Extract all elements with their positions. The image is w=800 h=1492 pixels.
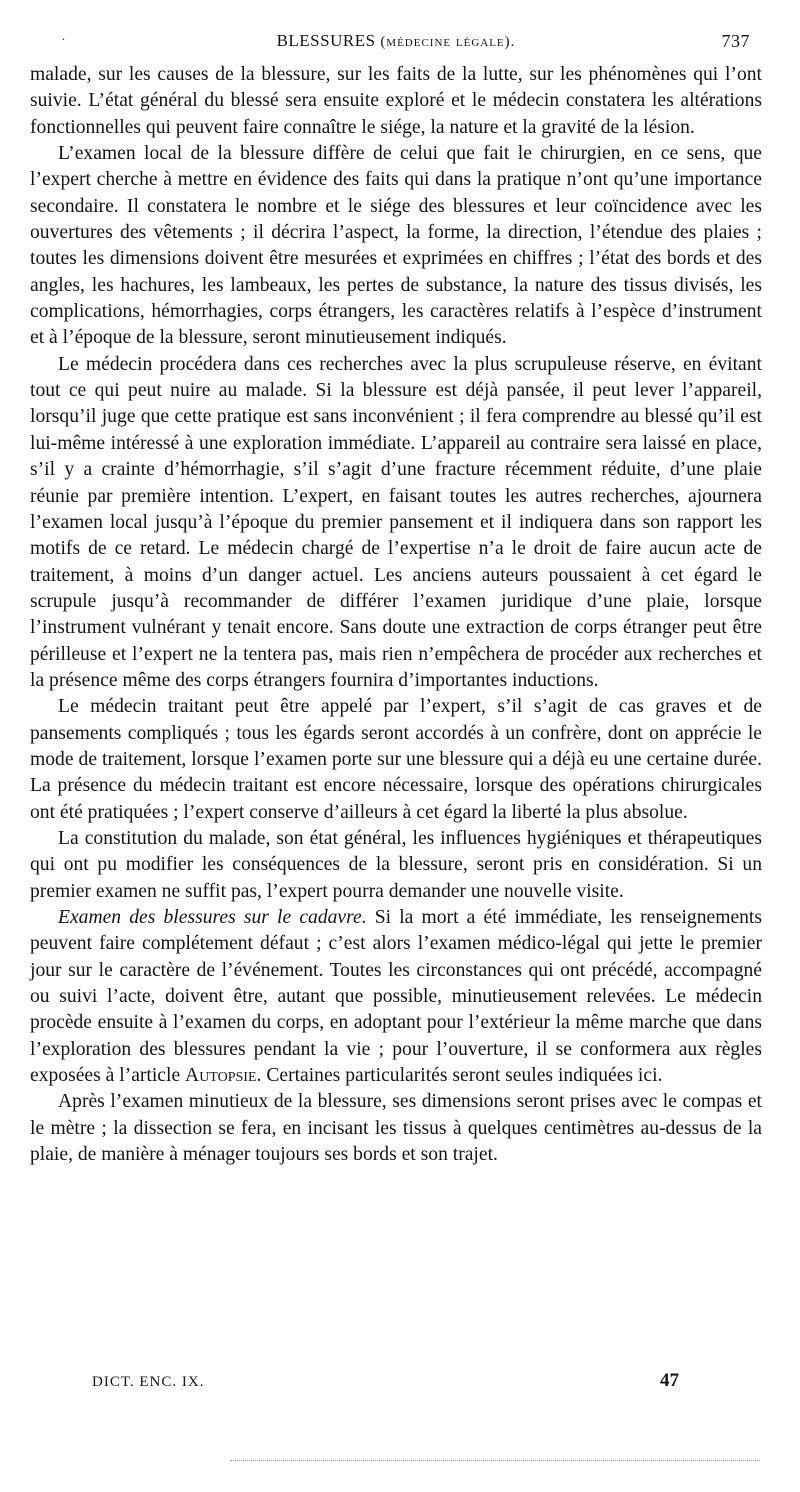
page-number: 737 [721, 31, 750, 51]
scan-edge-artifact [230, 1460, 760, 1463]
paragraph-reserve: Le médecin procédera dans ces recherches avec la plus scrupuleuse réserve, en évitant tout ce qui peut nuire au malade. Si la blessure est déjà pansée, il peut lever l’appareil, lorsqu’il juge que cette pratique est sans inconvénient ; il fera comprendre au blessé qu’il est lui-même intéressé à une exploration immédiate. L’appareil au contraire sera laissé en place, s’il y a crainte d’hémorrhagie, s’il s’agit d’une fracture récemment réduite, d’une plaie réunie par première intention. L’expert, en faisant toutes les autres recherches, ajournera l’examen local jusqu’à l’époque du premier pansement et il indiquera dans son rapport les motifs de ce retard. Le médecin chargé de l’expertise n’a le droit de faire aucun acte de traitement, à moins d’un danger actuel. Les anciens auteurs poussaient à cet égard le scrupule jusqu’à recommander de différer l’examen juridique d’une plaie, lorsque l’instrument vulnérant y tenait encore. Sans doute une extraction de corps étranger peut être périlleuse et l’expert ne la tentera pas, mais rien n’empêchera de procéder aux recherches et la présence même des corps étrangers fournira d’importantes inductions. [30, 353, 762, 691]
page-footer [92, 1370, 692, 1398]
cadavre-text: Si la mort a été immédiate, les renseignements peuvent faire complétement défaut ; c’est alors l’examen médico-légal qui jette le premier jour sur le caractère de l’événement. Toutes les circonstances qui ont précédé, accompagné ou suivi l’acte, doivent être, autant que possible, minutieusement relevées. Le médecin procède ensuite à l’examen du corps, en adoptant pour l’extérieur la même marche que dans l’exploration des blessures pendant la vie ; pour l’ouverture, il se conformera aux règles exposées à l’article [30, 907, 763, 1087]
running-head [30, 31, 762, 57]
running-title [30, 31, 762, 51]
main-text [30, 62, 762, 1168]
paragraph-continued: malade, sur les causes de la blessure, sur les faits de la lutte, sur les phénomènes qui l’ont suivie. L’état général du blessé sera ensuite exploré et le médecin constatera les altérations fonctionnelles qui peuvent faire connaître le siége, la nature et la gravité de la lésion. [30, 64, 762, 138]
cross-reference-autopsie: Autopsie [185, 1065, 257, 1087]
paragraph-medecin-traitant: Le médecin traitant peut être appelé par l’expert, s’il s’agit de cas graves et de pansements compliqués ; tous les égards seront accordés à un confrère, dont on apprécie le mode de traitement, lorsque l’examen porte sur une blessure qui a déjà eu une certaine durée. La présence du médecin traitant est encore nécessaire, lorsque des opérations chirurgicales ont été pratiquées ; l’expert conserve d’ailleurs à cet égard la liberté la plus absolue. [30, 696, 762, 823]
running-title-main: BLESSURES [276, 31, 376, 50]
cadavre-text-end: . Certaines particularités seront seules indiquées ici. [256, 1065, 663, 1087]
header-mark: . [62, 29, 66, 43]
signature-mark: DICT. ENC. IX. [92, 1374, 205, 1390]
sheet-number: 47 [660, 1370, 679, 1391]
paragraph-constitution: La constitution du malade, son état général, les influences hygiéniques et thérapeutiques qui ont pu modifier les conséquences de la blessure, seront pris en considération. Si un premier examen ne suffit pas, l’expert pourra demander une nouvelle visite. [30, 827, 762, 902]
paragraph-cadavre [30, 905, 762, 1089]
paragraph-examen-local: L’examen local de la blessure diffère de celui que fait le chirurgien, en ce sens, que l’expert cherche à mettre en évidence des faits qui dans la pratique n’ont qu’une importance secondaire. Il constatera le nombre et le siége des blessures et leur coïncidence avec les ouvertures des vêtements ; il décrira l’aspect, la forme, la direction, l’étendue des plaies ; toutes les dimensions doivent être mesurées et exprimées en chiffres ; l’état des bords et des angles, les hachures, les lambeaux, les pertes de substance, la nature des tissus divisés, les complications, hémorrhagies, corps étrangers, les caractères relatifs à l’espèce d’instrument et à l’époque de la blessure, seront minutieusement indiqués. [30, 143, 762, 349]
running-title-sub: (médecine légale). [380, 34, 516, 50]
section-heading-cadavre: Examen des blessures sur le cadavre. [58, 907, 367, 928]
paragraph-dissection: Après l’examen minutieux de la blessure, ses dimensions seront prises avec le compas et le mètre ; la dissection se fera, en incisant les tissus à quelques centimètres au-dessus de la plaie, de manière à ménager toujours ses bords et son trajet. [30, 1091, 762, 1166]
